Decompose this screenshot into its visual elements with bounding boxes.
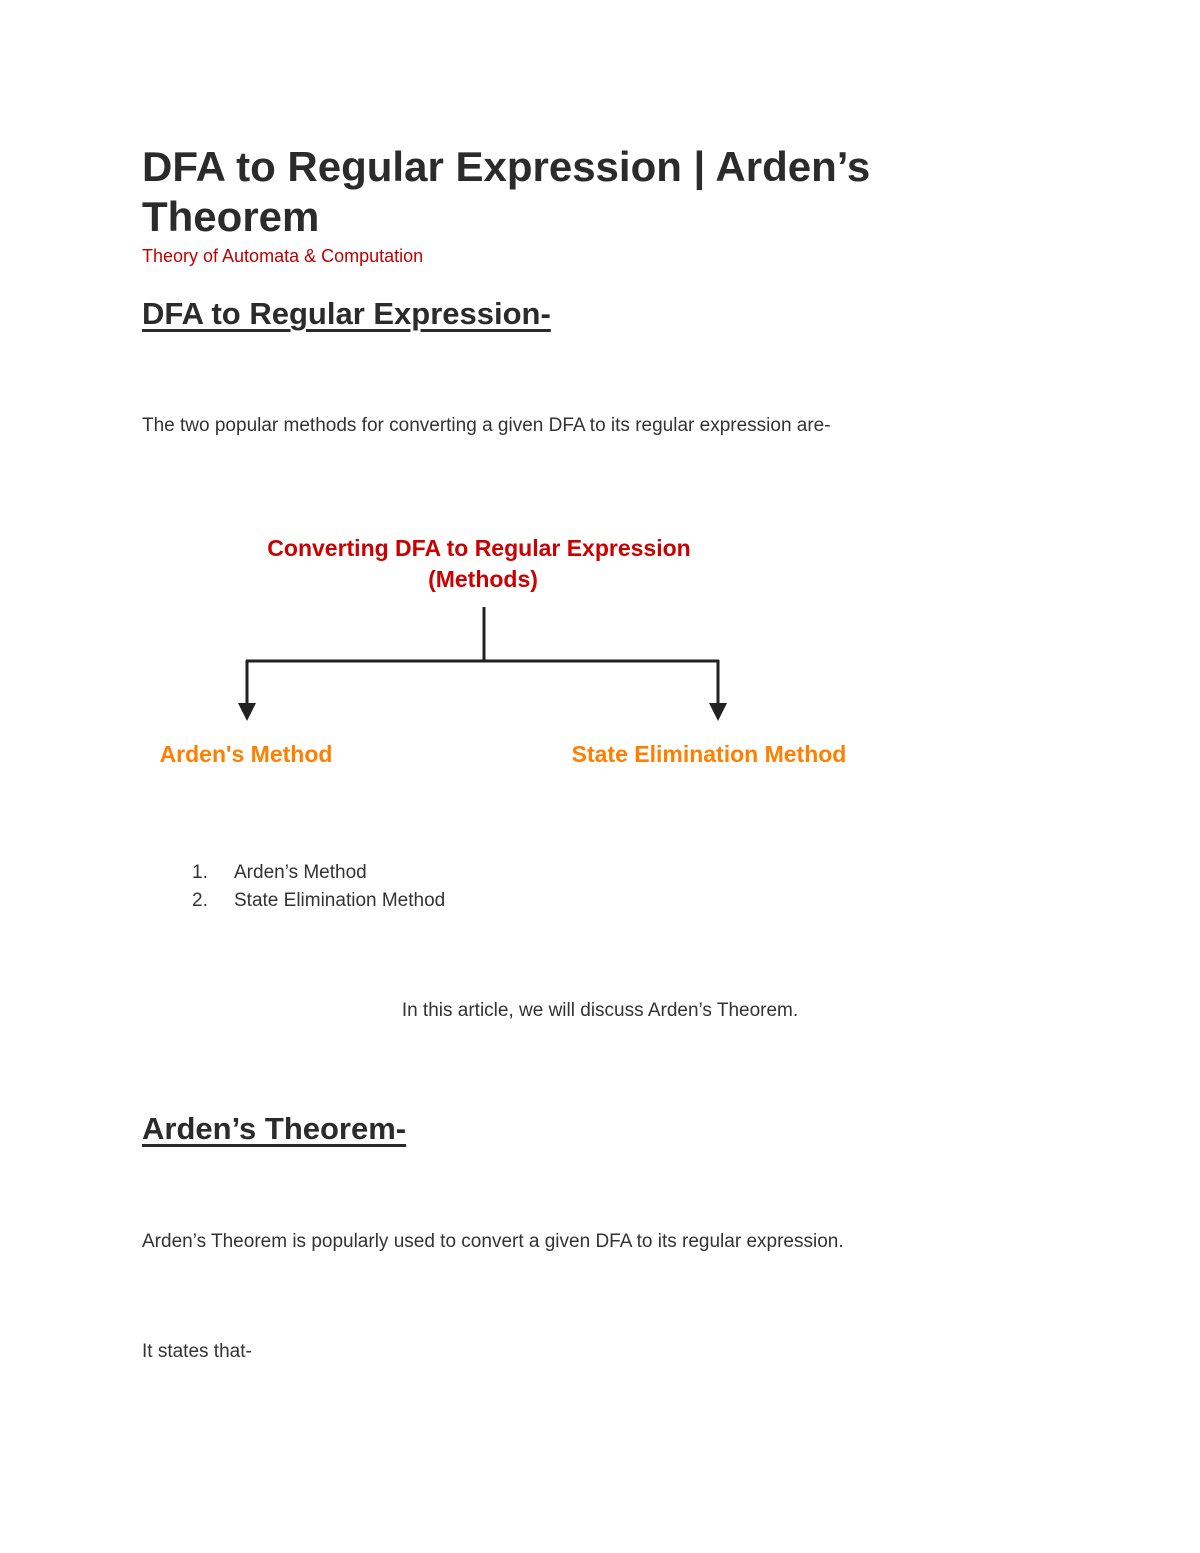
list-item-text: State Elimination Method [234, 890, 446, 911]
diagram-title-line1: Converting DFA to Regular Expression [267, 535, 691, 561]
list-item-number: 1. [192, 862, 208, 883]
ardens-theorem-paragraph: Arden’s Theorem is popularly used to convert a given DFA to its regular expression. [142, 1231, 844, 1252]
methods-list [192, 859, 445, 915]
article-note: In this article, we will discuss Arden’s Theorem. [401, 1000, 799, 1021]
methods-diagram [130, 525, 890, 785]
diagram-left-arrowhead [238, 703, 256, 721]
list-item [192, 859, 445, 887]
list-item-text: Arden’s Method [234, 862, 367, 883]
diagram-right-label: State Elimination Method [571, 741, 847, 767]
section-heading-ardens-theorem: Arden’s Theorem- [142, 1111, 407, 1146]
it-states-paragraph: It states that- [142, 1341, 252, 1362]
intro-paragraph: The two popular methods for converting a given DFA to its regular expression are- [142, 415, 831, 436]
page-title: DFA to Regular Expression | Arden’s Theorem [142, 143, 871, 240]
list-item-number: 2. [192, 890, 208, 911]
category-link[interactable]: Theory of Automata & Computation [142, 246, 424, 266]
list-item [192, 887, 445, 915]
diagram-title-line2: (Methods) [428, 566, 538, 592]
section-heading-dfa-to-regex: DFA to Regular Expression- [142, 296, 551, 331]
diagram-left-label: Arden's Method [159, 741, 333, 767]
diagram-right-arrowhead [709, 703, 727, 721]
